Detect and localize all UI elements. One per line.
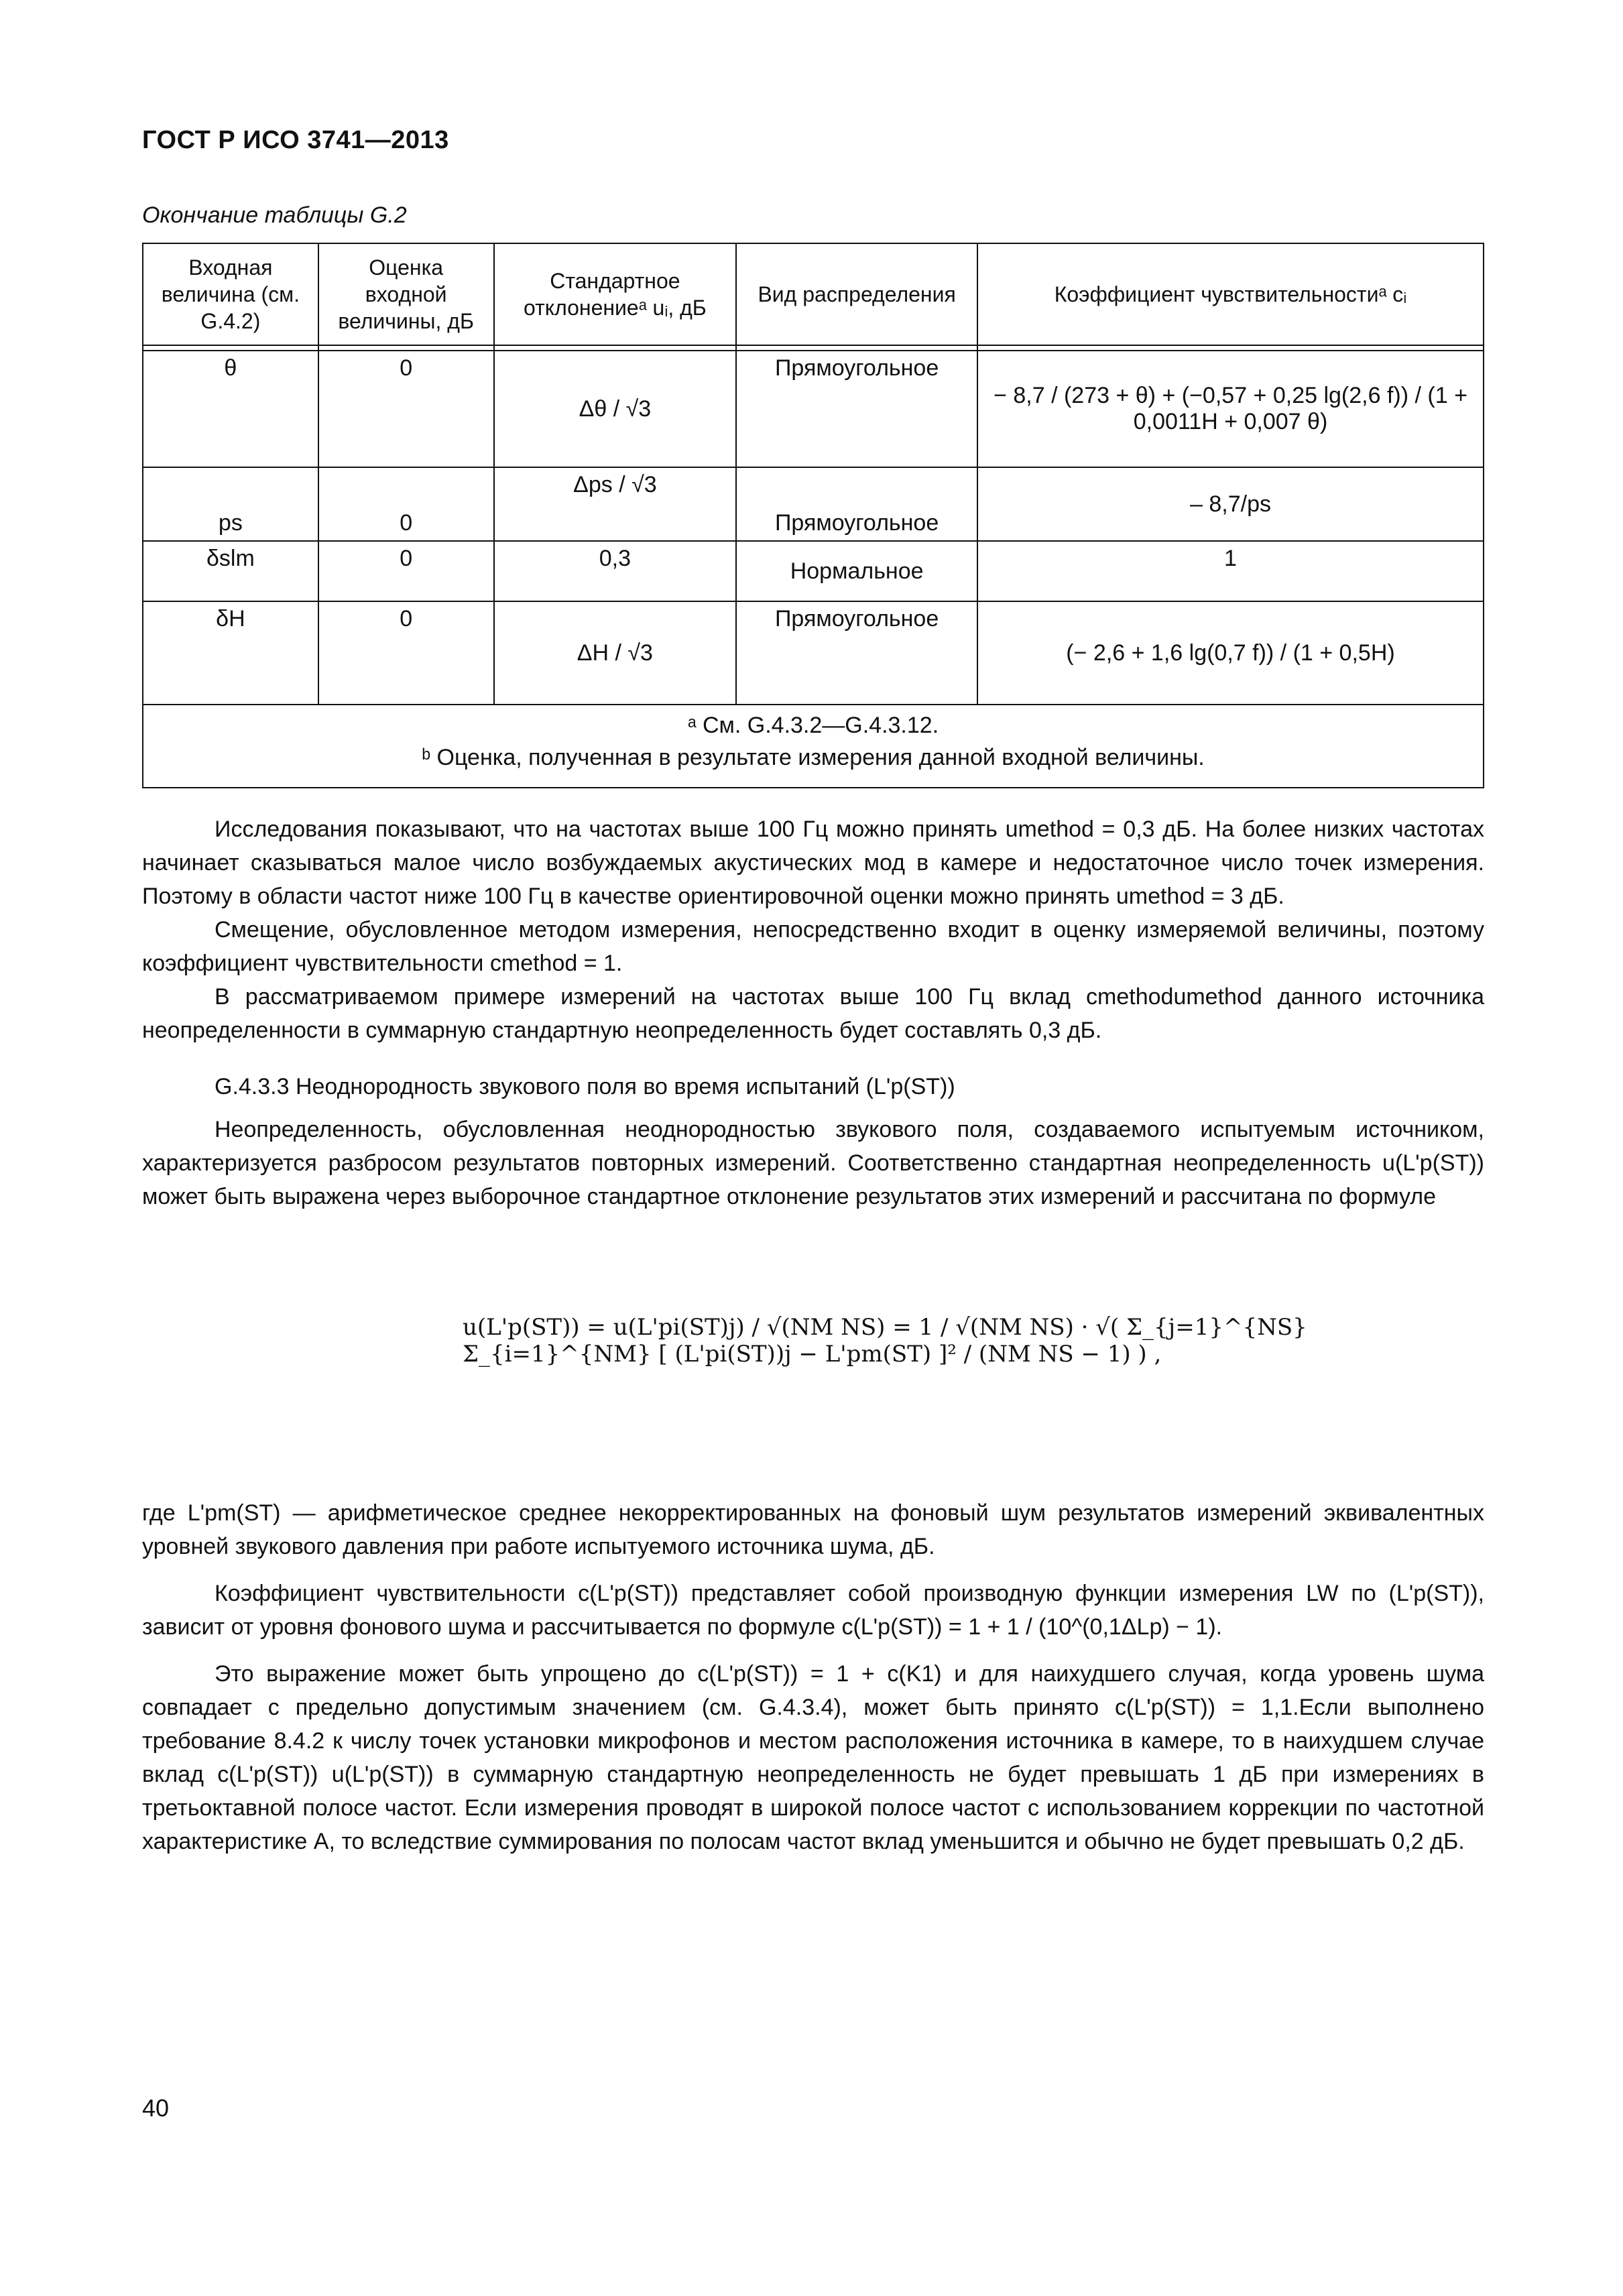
paragraph: Это выражение может быть упрощено до c(L'p(ST)) = 1 + c(K1) и для наихудшего случая, когда уровень шума совпадает с предельно допустимым значением (см. G.4.3.4), может быть принято c(L'p(ST)) = 1,1.Если выполнено требование 8.4.2 к числу точек установки микрофонов и местом расположения источника в камере, то в наихудшем случае вклад c(L'p(ST)) u(L'p(ST)) в суммарную стандартную неопределенность не будет превышать 1 дБ при измерениях в третьоктавной полосе частот. Если измерения проводят в широкой полосе частот с использованием коррекции по частотной характеристике A, то вследствие суммирования по полосам частот вклад уменьшится и обычно не будет превышать 0,2 дБ.	[142, 1661, 1484, 1854]
col-header-estimate: Оценка входной величины, дБ	[318, 243, 494, 345]
table-note: ᵇ Оценка, полученная в результате измерения данной входной величины.	[422, 745, 1205, 770]
cell-quantity: δslm	[143, 541, 318, 601]
page-number: 40	[142, 2094, 170, 2122]
cell-std-dev: 0,3	[494, 541, 737, 601]
table-notes-row	[143, 705, 1484, 788]
cell-estimate: 0	[318, 467, 494, 541]
cell-distribution: Прямоугольное	[736, 601, 977, 705]
body-section-2	[142, 1496, 1484, 1858]
cell-coefficient: – 8,7/ps	[977, 467, 1484, 541]
cell-coefficient: (− 2,6 + 1,6 lg(0,7 f)) / (1 + 0,5H)	[977, 601, 1484, 705]
paragraph: Смещение, обусловленное методом измерения, непосредственно входит в оценку измеряемой величины, поэтому коэффициент чувствительности cmethod = 1.	[142, 917, 1484, 976]
paragraph: где L'pm(ST) — арифметическое среднее некорректированных на фоновый шум результатов измерений эквивалентных уровней звукового давления при работе испытуемого источника шума, дБ.	[142, 1500, 1484, 1559]
paragraph: Коэффициент чувствительности c(L'p(ST)) представляет собой производную функции измерения LW по (L'p(ST)), зависит от уровня фонового шума и рассчитывается по формуле c(L'p(ST)) = 1 + 1 / (10^(0,1ΔLp) − 1).	[142, 1581, 1484, 1640]
table-header-gap	[143, 345, 1484, 351]
table-caption: Окончание таблицы G.2	[142, 202, 407, 228]
section-heading-g433: G.4.3.3 Неоднородность звукового поля во время испытаний (L'p(ST))	[215, 1074, 955, 1099]
table-header-row	[143, 243, 1484, 345]
cell-std-dev: Δθ / √3	[494, 351, 737, 467]
cell-distribution: Прямоугольное	[736, 467, 977, 541]
col-header-quantity: Входная величина (см. G.4.2)	[143, 243, 318, 345]
table-note: ᵃ См. G.4.3.2—G.4.3.12.	[687, 713, 939, 738]
cell-quantity: ps	[143, 467, 318, 541]
col-header-coefficient: Коэффициент чувствительностиᵃ cᵢ	[977, 243, 1484, 345]
formula-u-lp: u(L'p(ST)) = u(L'pi(ST)j) / √(NM NS) = 1 / √(NM NS) · √( Σ_{j=1}^{NS} Σ_{i=1}^{NM} [ (L'pi(ST))j − L'pm(ST) ]² / (NM NS − 1) ) ,	[463, 1314, 1307, 1368]
paragraph: Неопределенность, обусловленная неоднородностью звукового поля, создаваемого испытуемым источником, характеризуется разбросом результатов повторных измерений. Соответственно стандартная неопределенность u(L'p(ST)) может быть выражена через выборочное стандартное отклонение результатов этих измерений и рассчитана по формуле	[142, 1117, 1484, 1209]
cell-std-dev: Δps / √3	[494, 467, 737, 541]
paragraph: Исследования показывают, что на частотах выше 100 Гц можно принять umethod = 0,3 дБ. На более низких частотах начинает сказываться малое число возбуждаемых акустических мод в камере и недостаточное число точек измерения. Поэтому в области частот ниже 100 Гц в качестве ориентировочной оценки можно принять umethod = 3 дБ.	[142, 817, 1484, 909]
cell-estimate: 0	[318, 541, 494, 601]
cell-std-dev: ΔH / √3	[494, 601, 737, 705]
col-header-distribution: Вид распределения	[736, 243, 977, 345]
cell-coefficient: 1	[977, 541, 1484, 601]
cell-distribution: Нормальное	[736, 541, 977, 601]
col-header-std-dev: Стандартное отклонениеᵃ uᵢ, дБ	[494, 243, 737, 345]
table-notes	[143, 705, 1484, 788]
cell-quantity: θ	[143, 351, 318, 467]
cell-estimate: 0	[318, 351, 494, 467]
document-header: ГОСТ Р ИСО 3741—2013	[142, 126, 449, 154]
cell-coefficient: − 8,7 / (273 + θ) + (−0,57 + 0,25 lg(2,6 f)) / (1 + 0,0011H + 0,007 θ)	[977, 351, 1484, 467]
cell-estimate: 0	[318, 601, 494, 705]
cell-distribution: Прямоугольное	[736, 351, 977, 467]
table-row	[143, 541, 1484, 601]
table-row	[143, 351, 1484, 467]
body-section-1	[142, 812, 1484, 1213]
table-g2	[142, 243, 1484, 788]
cell-quantity: δH	[143, 601, 318, 705]
table-row	[143, 601, 1484, 705]
paragraph: В рассматриваемом примере измерений на частотах выше 100 Гц вклад cmethodumethod данного источника неопределенности в суммарную стандартную неопределенность будет составлять 0,3 дБ.	[142, 984, 1484, 1043]
table-row	[143, 467, 1484, 541]
